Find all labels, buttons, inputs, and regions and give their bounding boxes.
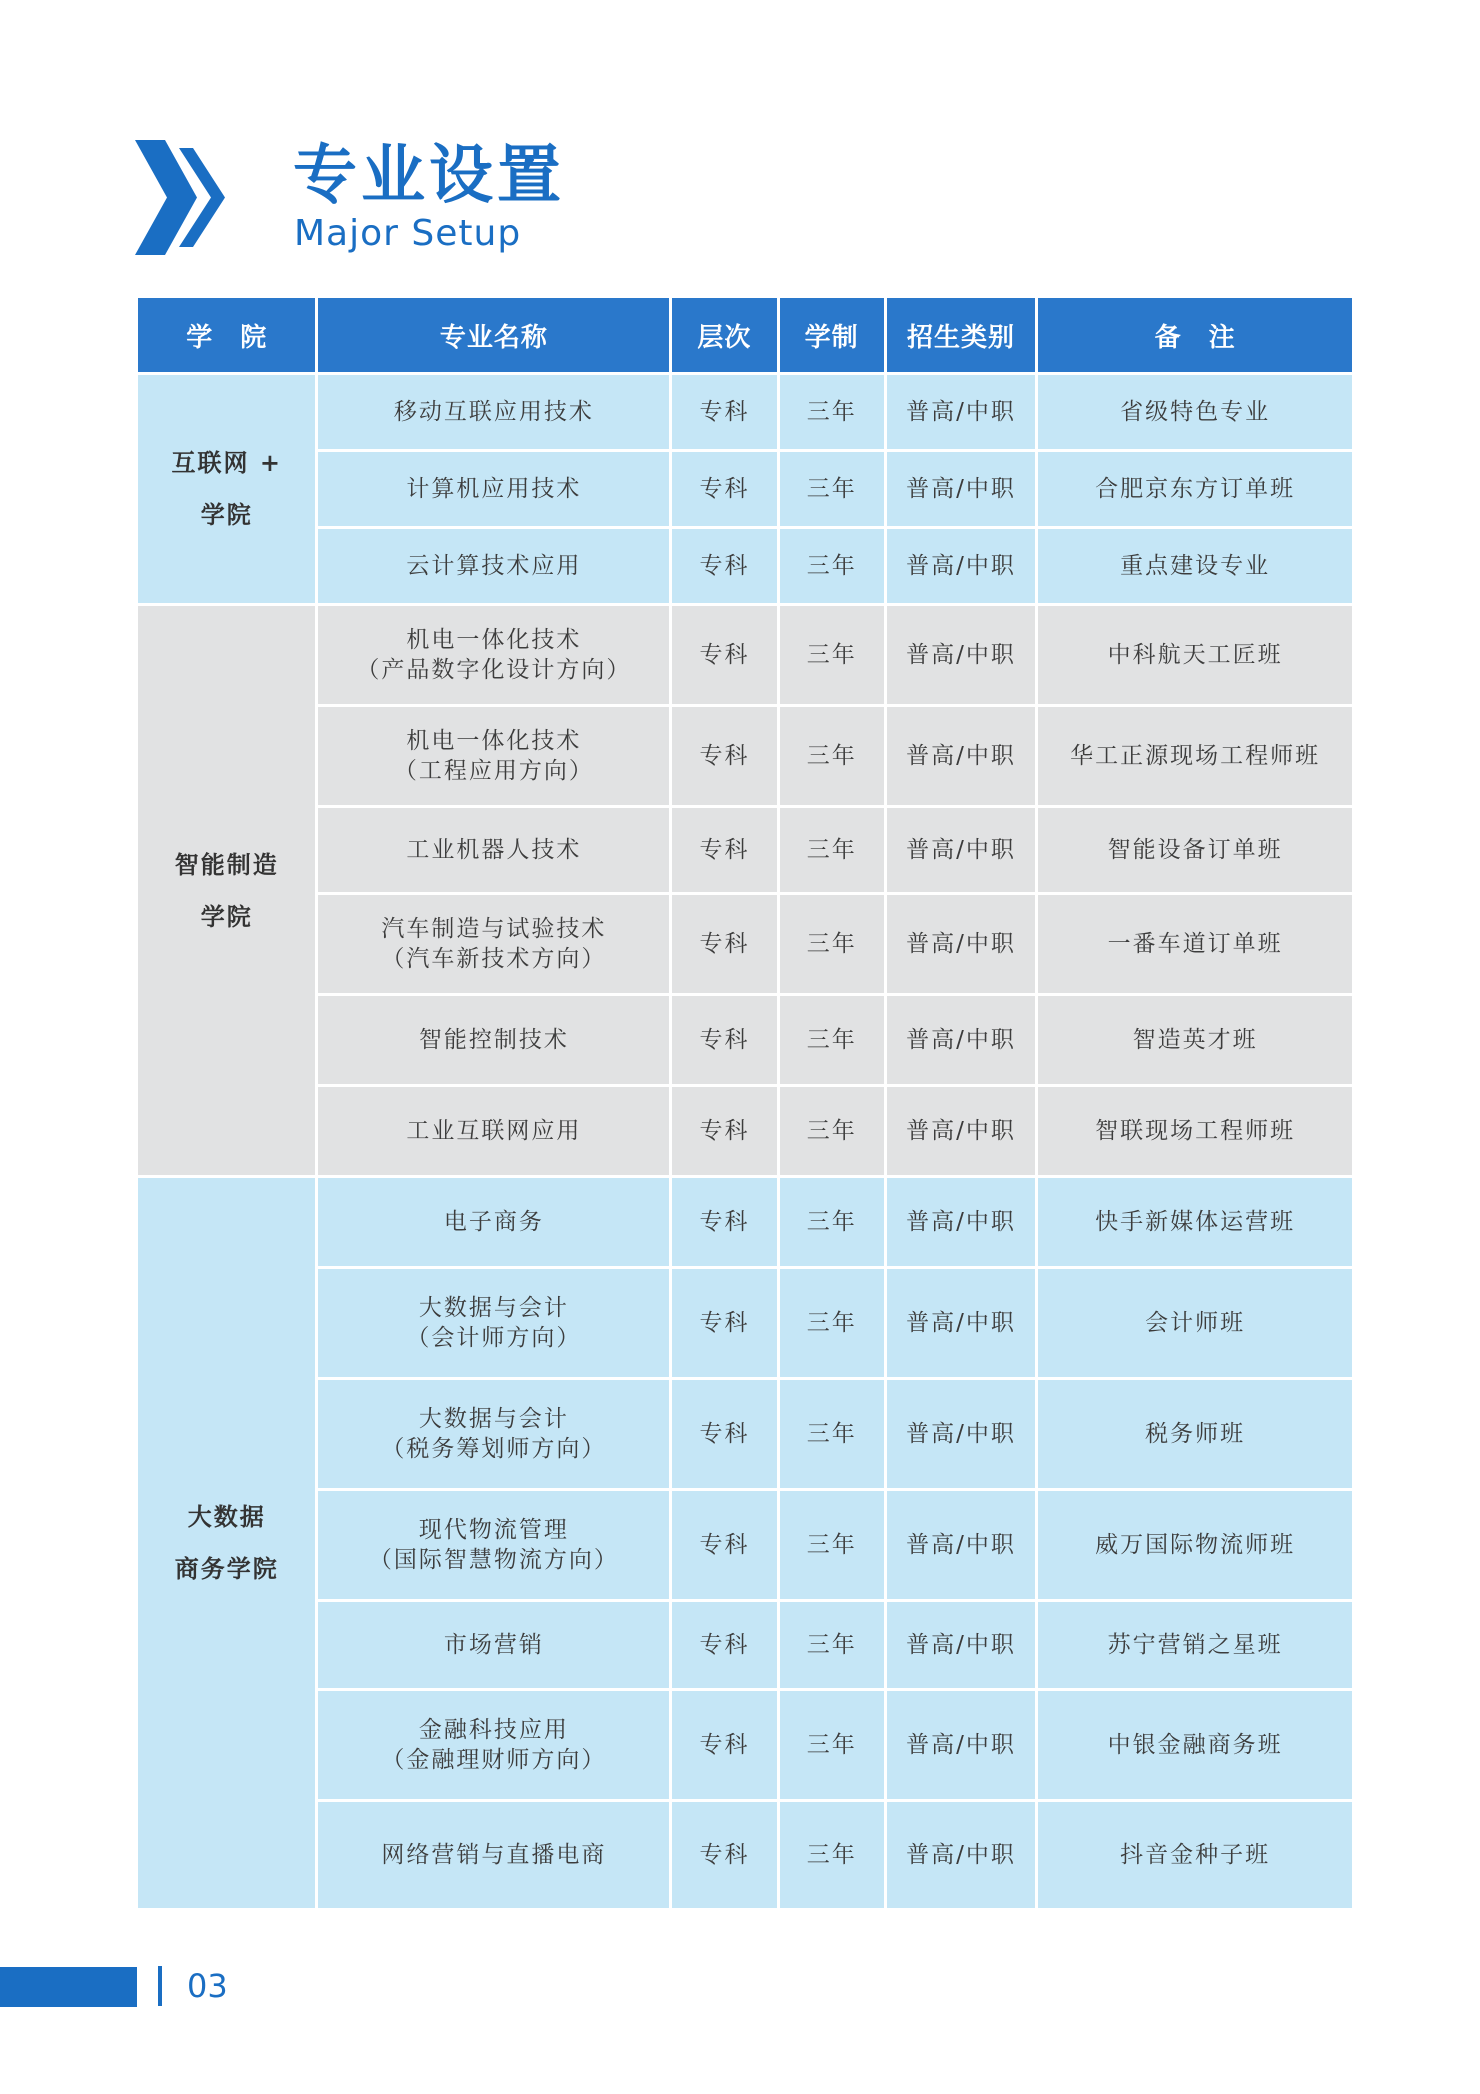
major-name: 计算机应用技术 [406,476,582,502]
duration-cell: 三年 [780,1380,884,1488]
remarks-cell: 省级特色专业 [1038,375,1352,449]
duration-cell: 三年 [780,1269,884,1377]
enrollment-cell: 普高/中职 [887,895,1035,993]
major-direction: （金融理财师方向） [381,1747,607,1773]
level-cell: 专科 [672,1691,776,1799]
major-cell [318,606,669,704]
duration-cell: 三年 [780,1602,884,1688]
double-chevron-icon [135,140,225,255]
remarks-cell: 华工正源现场工程师班 [1038,707,1352,805]
table-row [138,1178,1352,1266]
major-cell [318,895,669,993]
enrollment-cell: 普高/中职 [887,808,1035,892]
table-row [138,1380,1352,1488]
major-cell [318,1602,669,1688]
major-setup-table [135,295,1355,1911]
college-name-line2: 学院 [200,901,253,931]
major-cell [318,1380,669,1488]
major-name: 智能控制技术 [418,1027,569,1053]
level-cell: 专科 [672,529,776,603]
major-name: 网络营销与直播电商 [381,1842,607,1868]
major-cell [318,808,669,892]
enrollment-cell: 普高/中职 [887,1602,1035,1688]
page-subtitle: Major Setup [294,213,522,254]
remarks-cell: 中银金融商务班 [1038,1691,1352,1799]
college-name-line2: 商务学院 [174,1554,279,1583]
enrollment-cell: 普高/中职 [887,1802,1035,1908]
major-name: 工业机器人技术 [406,837,582,863]
enrollment-cell: 普高/中职 [887,996,1035,1084]
major-name: 市场营销 [443,1632,544,1658]
level-cell: 专科 [672,1491,776,1599]
enrollment-cell: 普高/中职 [887,1380,1035,1488]
major-name: 大数据与会计 [418,1406,569,1432]
header-major: 专业名称 [318,298,669,372]
duration-cell: 三年 [780,452,884,526]
college-cell [138,375,315,603]
footer-bar [0,1967,137,2007]
page-number: 03 [187,1967,228,2005]
table-row [138,895,1352,993]
remarks-cell: 智造英才班 [1038,996,1352,1084]
major-cell [318,1491,669,1599]
table-row [138,606,1352,704]
college-name-line1: 大数据 [187,1502,266,1531]
level-cell: 专科 [672,1178,776,1266]
duration-cell: 三年 [780,895,884,993]
college-cell [138,1178,315,1908]
major-cell [318,1802,669,1908]
level-cell: 专科 [672,1087,776,1175]
college-cell [138,606,315,1175]
enrollment-cell: 普高/中职 [887,1269,1035,1377]
header-level: 层次 [672,298,776,372]
footer-divider [158,1966,162,2006]
enrollment-cell: 普高/中职 [887,1491,1035,1599]
duration-cell: 三年 [780,808,884,892]
level-cell: 专科 [672,1269,776,1377]
major-name: 金融科技应用 [418,1717,569,1743]
table-row [138,529,1352,603]
major-cell [318,529,669,603]
table-row [138,375,1352,449]
major-direction: （国际智慧物流方向） [368,1547,619,1573]
remarks-cell: 快手新媒体运营班 [1038,1178,1352,1266]
college-name-line1: 智能制造 [174,849,279,879]
major-direction: （工程应用方向） [393,758,594,784]
duration-cell: 三年 [780,1802,884,1908]
major-name: 汽车制造与试验技术 [381,916,607,942]
duration-cell: 三年 [780,707,884,805]
header-remarks: 备 注 [1038,298,1352,372]
level-cell: 专科 [672,1802,776,1908]
table-header-row [138,298,1352,372]
table-row [138,1269,1352,1377]
college-name-line2: 学院 [200,500,253,529]
duration-cell: 三年 [780,1087,884,1175]
table-row [138,452,1352,526]
level-cell: 专科 [672,606,776,704]
major-cell [318,1087,669,1175]
remarks-cell: 合肥京东方订单班 [1038,452,1352,526]
level-cell: 专科 [672,1602,776,1688]
duration-cell: 三年 [780,375,884,449]
table-row [138,707,1352,805]
enrollment-cell: 普高/中职 [887,375,1035,449]
level-cell: 专科 [672,452,776,526]
enrollment-cell: 普高/中职 [887,606,1035,704]
table-row [138,1491,1352,1599]
duration-cell: 三年 [780,1491,884,1599]
major-name: 工业互联网应用 [406,1118,582,1144]
header-duration: 学制 [780,298,884,372]
remarks-cell: 一番车道订单班 [1038,895,1352,993]
major-name: 云计算技术应用 [406,553,582,579]
level-cell: 专科 [672,996,776,1084]
duration-cell: 三年 [780,996,884,1084]
major-name: 电子商务 [443,1209,544,1235]
major-cell [318,707,669,805]
remarks-cell: 中科航天工匠班 [1038,606,1352,704]
remarks-cell: 税务师班 [1038,1380,1352,1488]
major-cell [318,452,669,526]
duration-cell: 三年 [780,1691,884,1799]
table-row [138,808,1352,892]
table-row [138,996,1352,1084]
enrollment-cell: 普高/中职 [887,1691,1035,1799]
remarks-cell: 重点建设专业 [1038,529,1352,603]
major-cell [318,1178,669,1266]
level-cell: 专科 [672,375,776,449]
table-row [138,1691,1352,1799]
table-row [138,1602,1352,1688]
major-direction: （会计师方向） [406,1325,582,1351]
major-cell [318,375,669,449]
level-cell: 专科 [672,707,776,805]
major-cell [318,996,669,1084]
remarks-cell: 智联现场工程师班 [1038,1087,1352,1175]
enrollment-cell: 普高/中职 [887,707,1035,805]
major-direction: （税务筹划师方向） [381,1436,607,1462]
major-direction: （汽车新技术方向） [381,946,607,972]
major-name: 大数据与会计 [418,1295,569,1321]
major-name: 移动互联应用技术 [393,399,594,425]
table-row [138,1087,1352,1175]
enrollment-cell: 普高/中职 [887,1087,1035,1175]
major-name: 机电一体化技术 [406,627,582,653]
level-cell: 专科 [672,808,776,892]
major-name: 机电一体化技术 [406,728,582,754]
level-cell: 专科 [672,895,776,993]
level-cell: 专科 [672,1380,776,1488]
duration-cell: 三年 [780,529,884,603]
major-direction: （产品数字化设计方向） [356,657,632,683]
header-college: 学 院 [138,298,315,372]
remarks-cell: 智能设备订单班 [1038,808,1352,892]
remarks-cell: 会计师班 [1038,1269,1352,1377]
duration-cell: 三年 [780,1178,884,1266]
header-enrollment: 招生类别 [887,298,1035,372]
table-row [138,1802,1352,1908]
enrollment-cell: 普高/中职 [887,452,1035,526]
enrollment-cell: 普高/中职 [887,1178,1035,1266]
page-title: 专业设置 [293,139,565,213]
remarks-cell: 抖音金种子班 [1038,1802,1352,1908]
major-cell [318,1691,669,1799]
remarks-cell: 苏宁营销之星班 [1038,1602,1352,1688]
remarks-cell: 威万国际物流师班 [1038,1491,1352,1599]
major-name: 现代物流管理 [418,1517,569,1543]
major-cell [318,1269,669,1377]
duration-cell: 三年 [780,606,884,704]
enrollment-cell: 普高/中职 [887,529,1035,603]
college-name-line1: 互联网 + [171,448,282,477]
